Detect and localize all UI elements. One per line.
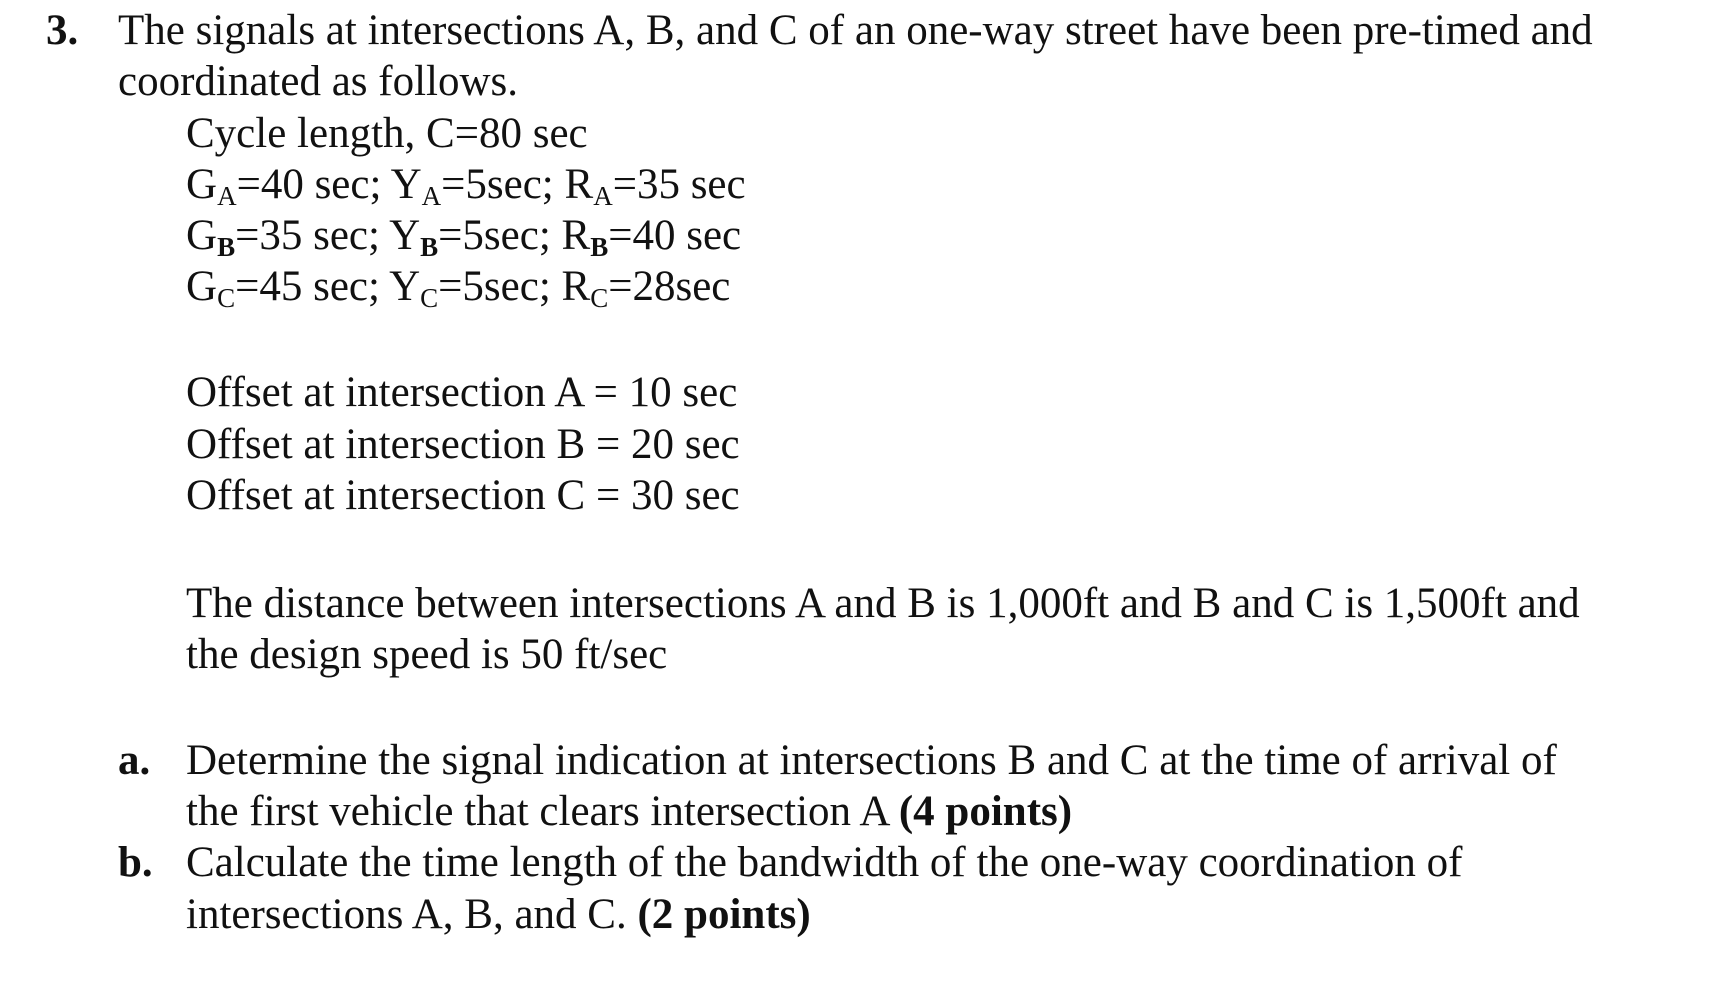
green-value: =40 sec; [236,161,391,208]
green-subscript: A [217,181,237,211]
offset-c: Offset at intersection C = 30 sec [186,472,740,519]
yellow-subscript: A [421,181,442,211]
offset-a: Offset at intersection A = 10 sec [186,369,738,416]
red-symbol: R [561,263,591,310]
green-symbol: G [186,263,218,310]
timing-row-c [186,262,730,323]
red-value: =35 sec [612,161,746,208]
red-value: =40 sec [608,212,742,259]
green-symbol: G [186,161,218,208]
red-subscript: A [593,181,613,211]
yellow-subscript: B [420,232,439,262]
part-a-text: the first vehicle that clears intersection A [186,788,899,835]
yellow-value: =5sec; [438,212,562,259]
yellow-symbol: Y [389,212,421,259]
question-number: 3. [46,7,79,54]
distance-line-2: the design speed is 50 ft/sec [186,631,668,678]
yellow-symbol: Y [390,161,422,208]
green-symbol: G [186,212,218,259]
green-value: =45 sec; [235,263,390,310]
part-b-points: (2 points) [637,891,811,938]
question-intro-line-2: coordinated as follows. [118,58,519,105]
offset-b: Offset at intersection B = 20 sec [186,421,740,468]
green-subscript: C [217,283,236,313]
part-b-text: intersections A, B, and C. [186,891,638,938]
yellow-symbol: Y [389,263,421,310]
yellow-value: =5sec; [441,161,565,208]
red-symbol: R [561,212,591,259]
green-value: =35 sec; [235,212,390,259]
part-a-line-2 [186,787,1072,837]
yellow-value: =5sec; [438,263,562,310]
red-subscript: B [590,232,609,262]
part-a-points: (4 points) [898,788,1073,835]
part-b-label: b. [118,839,153,886]
part-b-line-1: Calculate the time length of the bandwidth of the one-way coordination of [186,839,1463,886]
cycle-length: Cycle length, C=80 sec [186,110,588,157]
yellow-subscript: C [420,283,439,313]
distance-line-1: The distance between intersections A and B is 1,000ft and B and C is 1,500ft and [186,580,1580,627]
red-value: =28sec [608,263,731,310]
green-subscript: B [217,232,236,262]
question-intro-line-1: The signals at intersections A, B, and C of an one-way street have been pre-timed and [118,7,1593,54]
part-a-label: a. [118,737,151,784]
part-a-line-1: Determine the signal indication at intersections B and C at the time of arrival of [186,737,1557,784]
red-symbol: R [564,161,594,208]
part-b-line-2 [186,890,811,940]
red-subscript: C [590,283,609,313]
